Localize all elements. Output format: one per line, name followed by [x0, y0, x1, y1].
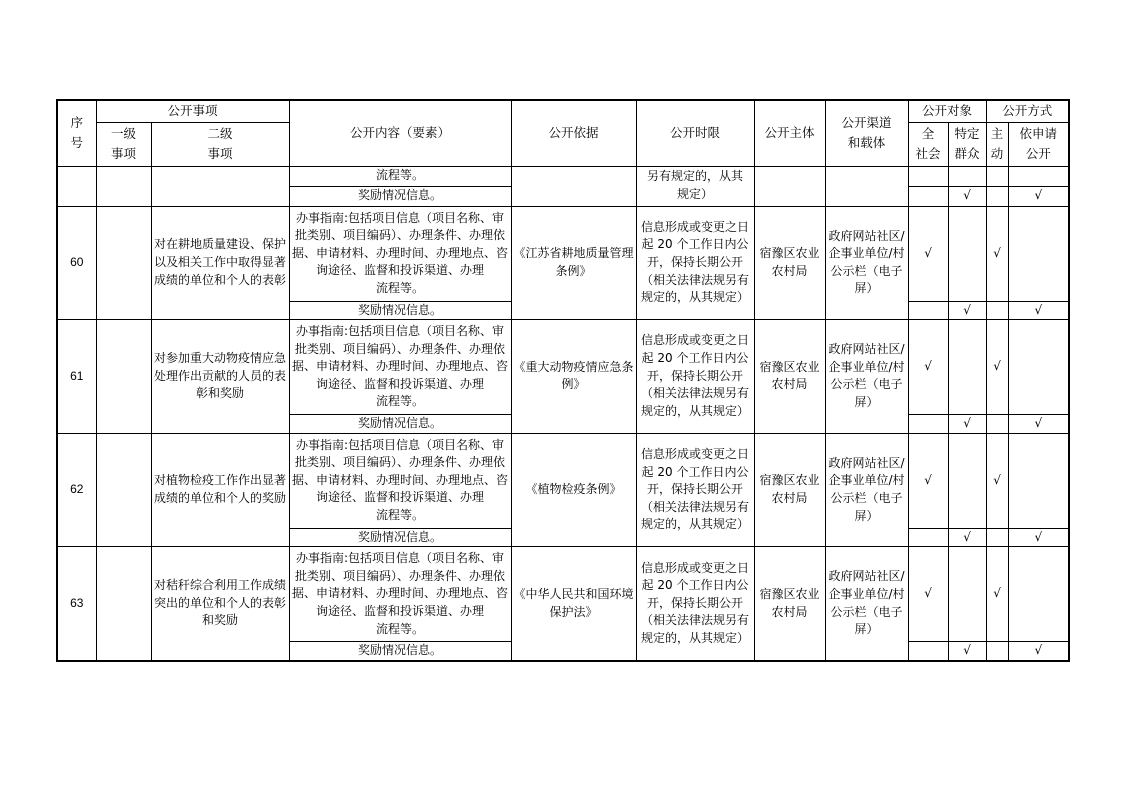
row-mark-all: √: [908, 206, 948, 301]
row-time: 信息形成或变更之日起 20 个工作日内公开，保持长期公开（相关法律法规另有规定的，从其规定）: [636, 547, 754, 661]
row-basis: 《江苏省耕地质量管理条例》: [511, 206, 636, 320]
header-level1: 一级 事项: [96, 122, 151, 166]
header-items-group: 公开事项: [96, 100, 289, 122]
row-level1: [96, 320, 151, 434]
table-row: [57, 433, 1069, 528]
cont-mark-active: [986, 166, 1008, 186]
row-mark-apply: [1008, 320, 1069, 415]
table-row: [57, 320, 1069, 415]
header-level2: 二级 事项: [151, 122, 289, 166]
row-content-tail: 流程等。: [376, 508, 425, 523]
row-time: 信息形成或变更之日起 20 个工作日内公开，保持长期公开（相关法律法规另有规定的，从其规定）: [636, 320, 754, 434]
reward-mark-specific: √: [948, 415, 986, 434]
row-mark-specific: [948, 206, 986, 301]
cont-time: 另有规定的，从其 规定）: [636, 166, 754, 206]
reward-mark-specific: √: [948, 528, 986, 547]
header-method-group: 公开方式: [986, 100, 1069, 122]
reward-mark-specific: √: [948, 301, 986, 320]
row-item: 对在耕地质量建设、保护以及相关工作中取得显著成绩的单位和个人的表彰: [151, 206, 289, 320]
row-subject: 宿豫区农业农村局: [754, 320, 825, 434]
cont-level1: [96, 166, 151, 206]
continuation-row: [57, 166, 1069, 186]
header-row-1: [57, 100, 1069, 122]
row-content-tail: 流程等。: [376, 621, 425, 636]
row-mark-apply: [1008, 206, 1069, 301]
header-basis: 公开依据: [511, 100, 636, 166]
row-reward-info: 奖励情况信息。: [289, 415, 511, 434]
row-content: 办事指南:包括项目信息（项目名称、审批类别、项目编码）、办理条件、办理依据、申请材料、办理时间、办理地点、咨询途径、监督和投诉渠道、办理 流程等。: [289, 320, 511, 415]
row-mark-all: √: [908, 320, 948, 415]
reward-mark-apply: √: [1008, 642, 1069, 661]
reward-mark-active: [986, 642, 1008, 661]
row-channel: 政府网站社区/企事业单位/村公示栏（电子屏）: [825, 206, 908, 320]
cont-reward-all: [908, 186, 948, 206]
row-content: 办事指南:包括项目信息（项目名称、审批类别、项目编码）、办理条件、办理依据、申请材料、办理时间、办理地点、咨询途径、监督和投诉渠道、办理 流程等。: [289, 206, 511, 301]
reward-mark-active: [986, 415, 1008, 434]
row-mark-all: √: [908, 547, 948, 642]
row-basis: 《中华人民共和国环境保护法》: [511, 547, 636, 661]
cont-reward-info: 奖励情况信息。: [289, 186, 511, 206]
row-level1: [96, 206, 151, 320]
header-target-group: 公开对象: [908, 100, 986, 122]
row-mark-active: √: [986, 547, 1008, 642]
cont-reward-specific: √: [948, 186, 986, 206]
header-channel: 公开渠道 和载体: [825, 100, 908, 166]
header-method-apply: 依申请 公开: [1008, 122, 1069, 166]
reward-mark-all: [908, 301, 948, 320]
row-seq: 60: [57, 206, 96, 320]
row-mark-apply: [1008, 547, 1069, 642]
row-reward-info: 奖励情况信息。: [289, 301, 511, 320]
row-channel: 政府网站社区/企事业单位/村公示栏（电子屏）: [825, 320, 908, 434]
row-seq: 63: [57, 547, 96, 661]
reward-mark-all: [908, 528, 948, 547]
table-row: [57, 206, 1069, 301]
row-content: 办事指南:包括项目信息（项目名称、审批类别、项目编码）、办理条件、办理依据、申请材料、办理时间、办理地点、咨询途径、监督和投诉渠道、办理 流程等。: [289, 547, 511, 642]
row-level1: [96, 547, 151, 661]
row-subject: 宿豫区农业农村局: [754, 206, 825, 320]
disclosure-table: [56, 99, 1070, 662]
reward-mark-all: [908, 415, 948, 434]
cont-reward-active: [986, 186, 1008, 206]
row-subject: 宿豫区农业农村局: [754, 433, 825, 547]
cont-reward-apply: √: [1008, 186, 1069, 206]
row-content-tail: 流程等。: [376, 394, 425, 409]
header-time: 公开时限: [636, 100, 754, 166]
header-target-specific: 特定 群众: [948, 122, 986, 166]
row-basis: 《重大动物疫情应急条例》: [511, 320, 636, 434]
row-content: 办事指南:包括项目信息（项目名称、审批类别、项目编码）、办理条件、办理依据、申请材料、办理时间、办理地点、咨询途径、监督和投诉渠道、办理 流程等。: [289, 433, 511, 528]
reward-mark-active: [986, 301, 1008, 320]
row-mark-active: √: [986, 206, 1008, 301]
row-mark-specific: [948, 433, 986, 528]
cont-mark-all: [908, 166, 948, 186]
cont-subject: [754, 166, 825, 206]
row-mark-all: √: [908, 433, 948, 528]
row-content-tail: 流程等。: [376, 280, 425, 295]
row-channel: 政府网站社区/企事业单位/村公示栏（电子屏）: [825, 433, 908, 547]
row-mark-active: √: [986, 433, 1008, 528]
row-item: 对参加重大动物疫情应急处理作出贡献的人员的表彰和奖励: [151, 320, 289, 434]
header-seq: 序 号: [57, 100, 96, 166]
reward-mark-all: [908, 642, 948, 661]
row-item: 对秸秆综合利用工作成绩突出的单位和个人的表彰和奖励: [151, 547, 289, 661]
row-mark-specific: [948, 320, 986, 415]
reward-mark-active: [986, 528, 1008, 547]
header-method-active: 主 动: [986, 122, 1008, 166]
row-basis: 《植物检疫条例》: [511, 433, 636, 547]
row-subject: 宿豫区农业农村局: [754, 547, 825, 661]
cont-mark-apply: [1008, 166, 1069, 186]
cont-level2: [151, 166, 289, 206]
header-target-all: 全 社会: [908, 122, 948, 166]
row-channel: 政府网站社区/企事业单位/村公示栏（电子屏）: [825, 547, 908, 661]
cont-channel: [825, 166, 908, 206]
row-reward-info: 奖励情况信息。: [289, 642, 511, 661]
row-mark-specific: [948, 547, 986, 642]
cont-basis: [511, 166, 636, 206]
table-row: [57, 547, 1069, 642]
reward-mark-apply: √: [1008, 528, 1069, 547]
row-time: 信息形成或变更之日起 20 个工作日内公开，保持长期公开（相关法律法规另有规定的，从其规定）: [636, 206, 754, 320]
cont-seq: [57, 166, 96, 206]
reward-mark-apply: √: [1008, 301, 1069, 320]
reward-mark-specific: √: [948, 642, 986, 661]
row-level1: [96, 433, 151, 547]
row-time: 信息形成或变更之日起 20 个工作日内公开，保持长期公开（相关法律法规另有规定的，从其规定）: [636, 433, 754, 547]
row-seq: 62: [57, 433, 96, 547]
row-mark-active: √: [986, 320, 1008, 415]
reward-mark-apply: √: [1008, 415, 1069, 434]
row-mark-apply: [1008, 433, 1069, 528]
cont-content-tail: 流程等。: [289, 166, 511, 186]
header-content: 公开内容（要素）: [289, 100, 511, 166]
header-subject: 公开主体: [754, 100, 825, 166]
row-seq: 61: [57, 320, 96, 434]
row-reward-info: 奖励情况信息。: [289, 528, 511, 547]
cont-mark-specific: [948, 166, 986, 186]
row-item: 对植物检疫工作作出显著成绩的单位和个人的奖励: [151, 433, 289, 547]
